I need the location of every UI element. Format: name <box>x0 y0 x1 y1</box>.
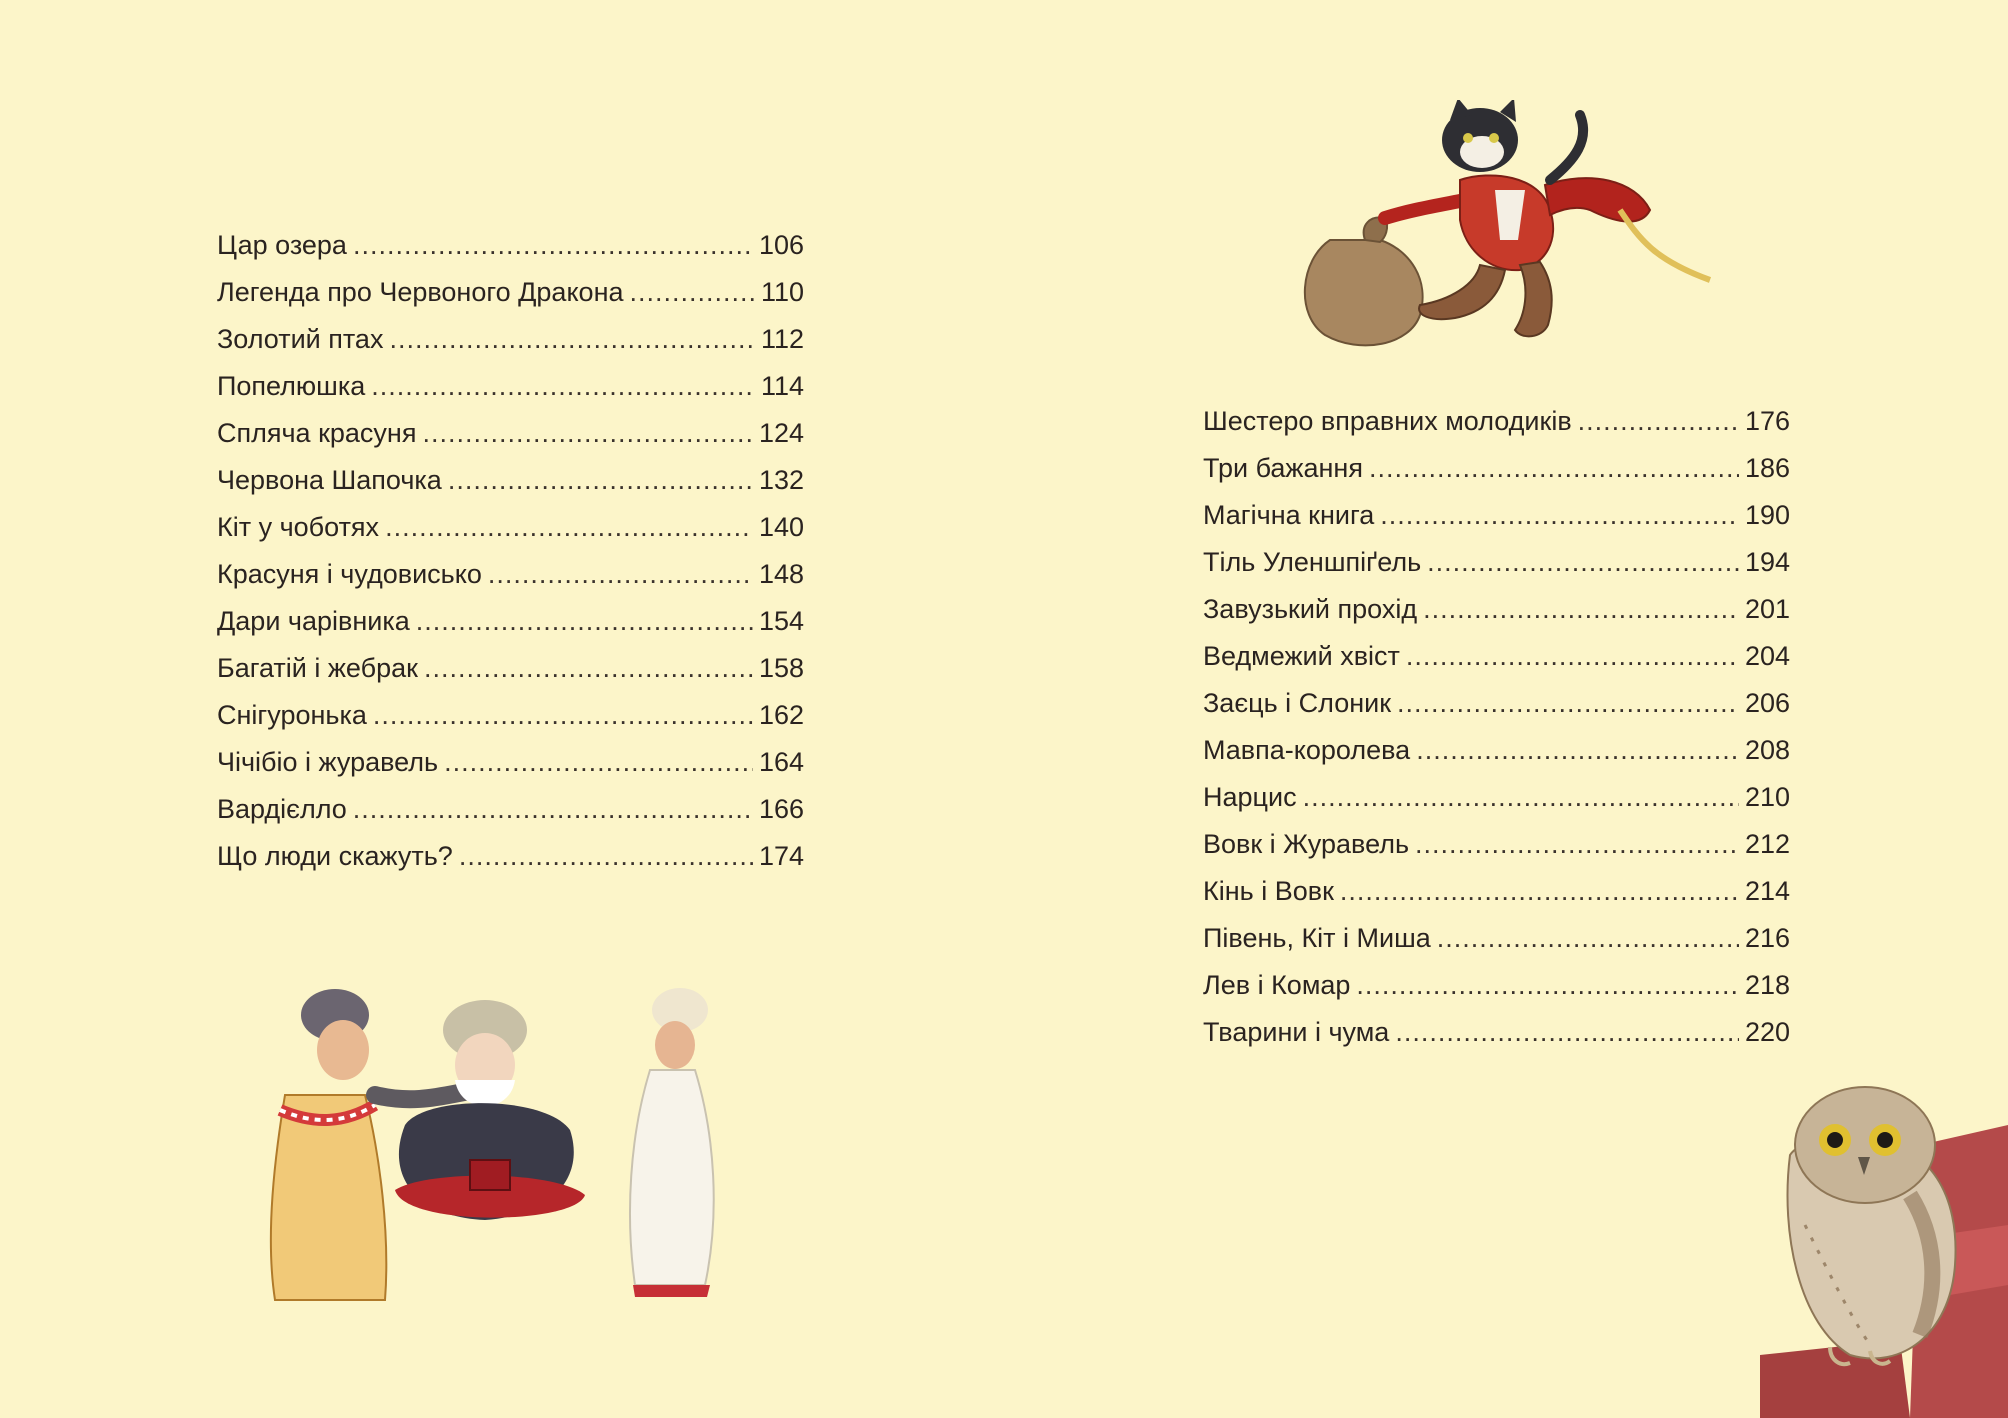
leader-dots <box>1395 1009 1739 1056</box>
toc-entry[interactable] <box>1203 680 1790 727</box>
toc-page: 164 <box>758 747 804 777</box>
toc-title: Магічна книга <box>1203 500 1375 530</box>
toc-title: Три бажання <box>1203 453 1363 483</box>
leader-dots <box>459 833 753 880</box>
toc-page: 194 <box>1744 547 1790 577</box>
toc-page: 112 <box>760 324 804 354</box>
toc-title: Вовк і Журавель <box>1203 829 1410 859</box>
leader-dots <box>1397 680 1739 727</box>
toc-page: 148 <box>758 559 804 589</box>
leader-dots <box>1340 868 1739 915</box>
toc-page: 214 <box>1744 876 1790 906</box>
toc-entry[interactable] <box>1203 962 1790 1009</box>
leader-dots <box>416 598 753 645</box>
toc-page: 106 <box>758 230 804 260</box>
toc-title: Шестеро вправних молодиків <box>1203 406 1572 436</box>
leader-dots <box>371 363 755 410</box>
toc-page: 132 <box>758 465 804 495</box>
toc-page: 190 <box>1744 500 1790 530</box>
toc-page: 110 <box>760 277 804 307</box>
leader-dots <box>1380 492 1739 539</box>
toc-title: Золотий птах <box>217 324 384 354</box>
toc-page: 166 <box>758 794 804 824</box>
toc-entry[interactable] <box>1203 539 1790 586</box>
toc-title: Вардієлло <box>217 794 347 824</box>
toc-entry[interactable] <box>217 504 804 551</box>
leader-dots <box>1416 727 1739 774</box>
toc-page: 176 <box>1744 406 1790 436</box>
toc-page: 186 <box>1744 453 1790 483</box>
toc-entry[interactable] <box>217 598 804 645</box>
toc-title: Цар озера <box>217 230 347 260</box>
toc-page: 140 <box>758 512 804 542</box>
leader-dots <box>448 457 753 504</box>
toc-entry[interactable] <box>1203 1009 1790 1056</box>
toc-title: Чічібіо і журавель <box>217 747 439 777</box>
owl-illustration <box>1760 1085 2008 1418</box>
toc-title: Мавпа-королева <box>1203 735 1411 765</box>
toc-entry[interactable] <box>1203 821 1790 868</box>
leader-dots <box>1427 539 1739 586</box>
toc-entry[interactable] <box>1203 633 1790 680</box>
toc-left-column <box>217 222 804 880</box>
toc-entry[interactable] <box>217 692 804 739</box>
toc-title: Кіт у чоботях <box>217 512 380 542</box>
three-elders-illustration <box>255 955 755 1315</box>
toc-page: 210 <box>1744 782 1790 812</box>
toc-page: 204 <box>1744 641 1790 671</box>
toc-entry[interactable] <box>217 316 804 363</box>
toc-page: 208 <box>1744 735 1790 765</box>
toc-entry[interactable] <box>1203 915 1790 962</box>
toc-title: Дари чарівника <box>217 606 410 636</box>
toc-page: 212 <box>1744 829 1790 859</box>
leader-dots <box>444 739 753 786</box>
toc-page: 124 <box>758 418 804 448</box>
leader-dots <box>488 551 753 598</box>
toc-page: 174 <box>758 841 804 871</box>
leader-dots <box>353 786 753 833</box>
toc-entry[interactable] <box>1203 727 1790 774</box>
leader-dots <box>353 222 753 269</box>
toc-title: Заєць і Слоник <box>1203 688 1392 718</box>
toc-page: 216 <box>1744 923 1790 953</box>
toc-page: 154 <box>758 606 804 636</box>
toc-title: Кінь і Вовк <box>1203 876 1334 906</box>
toc-title: Нарцис <box>1203 782 1297 812</box>
leader-dots <box>422 410 752 457</box>
toc-entry[interactable] <box>217 786 804 833</box>
toc-title: Багатій і жебрак <box>217 653 418 683</box>
toc-page: 158 <box>758 653 804 683</box>
toc-page: 206 <box>1744 688 1790 718</box>
toc-entry[interactable] <box>1203 445 1790 492</box>
toc-entry[interactable] <box>217 222 804 269</box>
toc-page: 114 <box>760 371 804 401</box>
leader-dots <box>630 269 755 316</box>
leader-dots <box>1303 774 1739 821</box>
toc-page: 218 <box>1744 970 1790 1000</box>
leader-dots <box>1356 962 1739 1009</box>
toc-title: Спляча красуня <box>217 418 417 448</box>
toc-title: Снігуронька <box>217 700 367 730</box>
toc-entry[interactable] <box>217 739 804 786</box>
leader-dots <box>1437 915 1739 962</box>
toc-page: 162 <box>758 700 804 730</box>
toc-entry[interactable] <box>1203 868 1790 915</box>
toc-entry[interactable] <box>217 269 804 316</box>
toc-title: Червона Шапочка <box>217 465 442 495</box>
toc-entry[interactable] <box>217 645 804 692</box>
toc-entry[interactable] <box>1203 586 1790 633</box>
toc-entry[interactable] <box>217 457 804 504</box>
toc-title: Тварини і чума <box>1203 1017 1390 1047</box>
leader-dots <box>373 692 753 739</box>
toc-title: Що люди скажуть? <box>217 841 453 871</box>
leader-dots <box>424 645 753 692</box>
leader-dots <box>1369 445 1739 492</box>
toc-title: Красуня і чудовисько <box>217 559 482 589</box>
leader-dots <box>389 316 755 363</box>
leader-dots <box>1578 398 1739 445</box>
toc-entry[interactable] <box>217 551 804 598</box>
toc-entry[interactable] <box>217 833 804 880</box>
toc-title: Ведмежий хвіст <box>1203 641 1400 671</box>
toc-entry[interactable] <box>1203 492 1790 539</box>
leader-dots <box>385 504 753 551</box>
toc-title: Завузький прохід <box>1203 594 1418 624</box>
toc-title: Попелюшка <box>217 371 366 401</box>
toc-title: Тіль Уленшпіґель <box>1203 547 1422 577</box>
toc-entry[interactable] <box>1203 774 1790 821</box>
leader-dots <box>1406 633 1739 680</box>
toc-right-column <box>1203 398 1790 1056</box>
toc-entry[interactable] <box>1203 398 1790 445</box>
toc-entry[interactable] <box>217 363 804 410</box>
puss-in-boots-illustration <box>1290 100 1750 360</box>
toc-page: 201 <box>1744 594 1790 624</box>
toc-title: Лев і Комар <box>1203 970 1351 1000</box>
toc-title: Легенда про Червоного Дракона <box>217 277 624 307</box>
toc-title: Півень, Кіт і Миша <box>1203 923 1431 953</box>
toc-entry[interactable] <box>217 410 804 457</box>
leader-dots <box>1415 821 1739 868</box>
leader-dots <box>1423 586 1739 633</box>
toc-page: 220 <box>1744 1017 1790 1047</box>
